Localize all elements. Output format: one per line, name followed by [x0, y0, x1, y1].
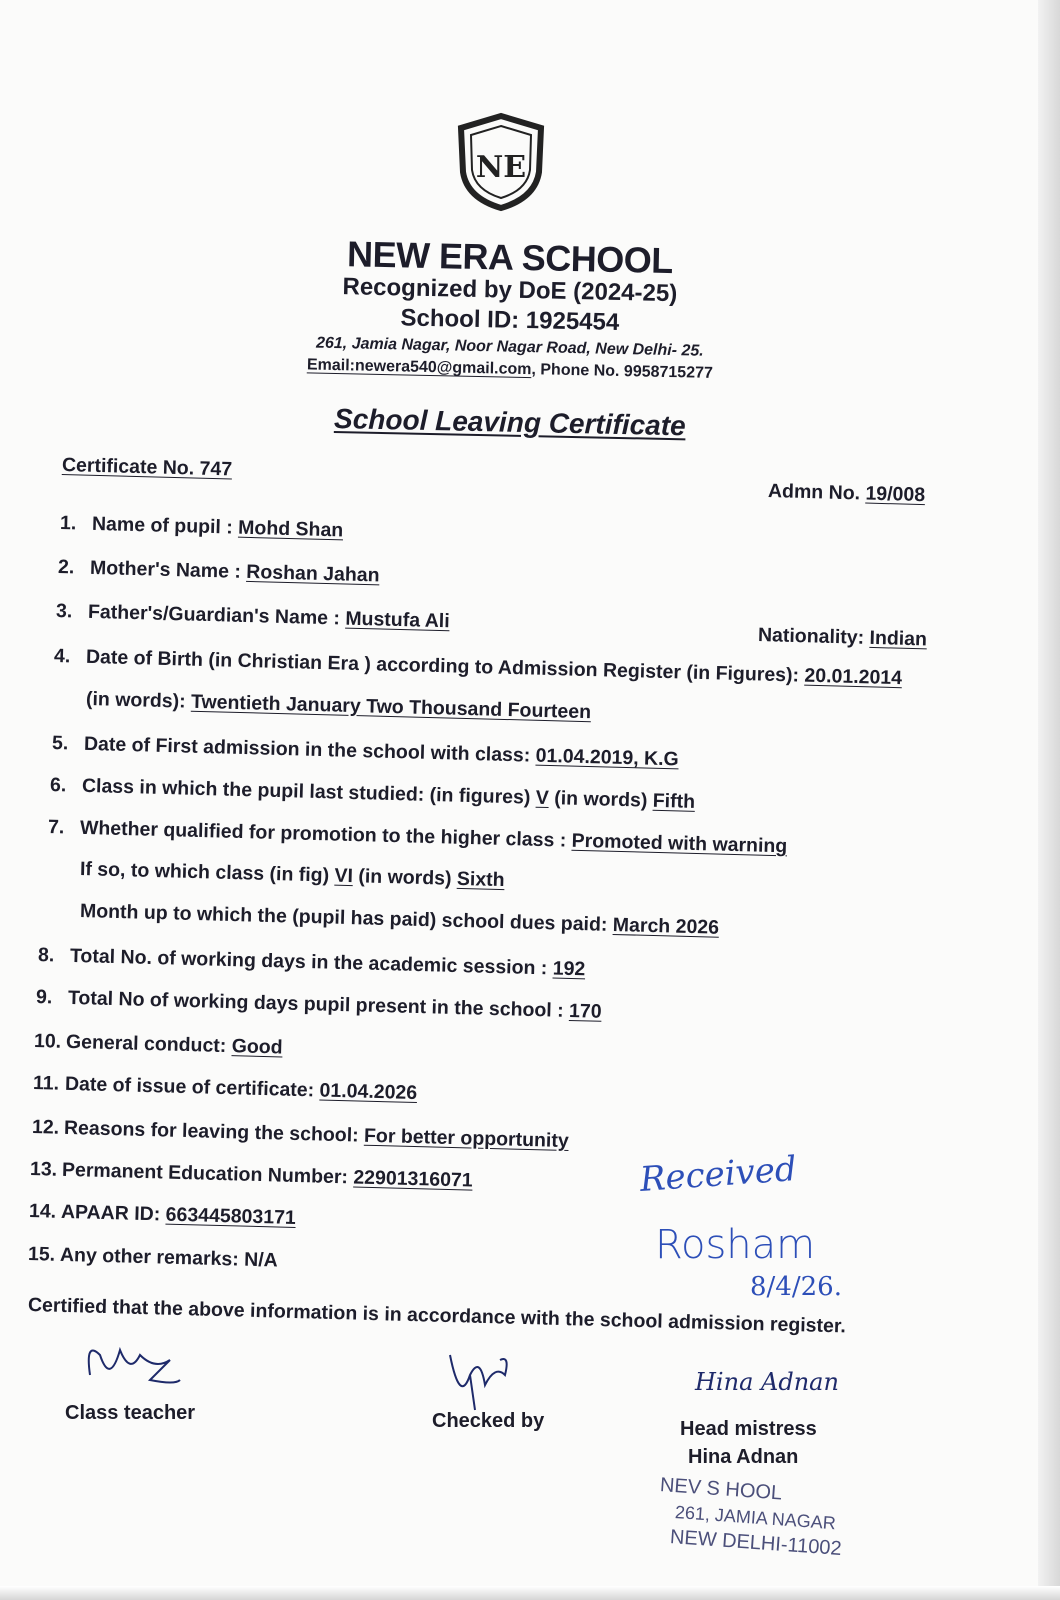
item-value: 170 — [568, 999, 602, 1023]
certificate-item — [50, 774, 696, 814]
item-value: Mohd Shan — [237, 516, 344, 542]
handwritten-name: Rosham — [655, 1222, 816, 1268]
item-label: Month up to which the (pupil has paid) school dues paid: — [79, 900, 614, 936]
certificate-number: Certificate No. 747 — [61, 454, 233, 481]
certificate-item — [36, 986, 602, 1024]
certificate-item — [56, 600, 450, 633]
item-value: 663445803171 — [165, 1203, 297, 1229]
school-stamp-line1: NEV S HOOL — [659, 1474, 783, 1505]
certificate-item — [58, 556, 380, 587]
item-label: Date of issue of certificate: — [64, 1072, 320, 1102]
certificate-item — [28, 1243, 278, 1273]
certificate-item — [30, 1158, 473, 1193]
item-value: Roshan Jahan — [246, 560, 380, 587]
certificate-item — [38, 944, 586, 981]
item-value: For better opportunity — [363, 1124, 570, 1153]
certificate-item — [60, 512, 344, 542]
handwritten-received: Received — [638, 1149, 798, 1200]
school-id: School ID: 1925454 — [400, 304, 620, 336]
svg-text:NE: NE — [475, 150, 527, 185]
item-label: Reasons for leaving the school: — [63, 1116, 365, 1147]
certificate-item — [29, 1200, 296, 1230]
item-number: 14. — [28, 1200, 57, 1223]
item-value: Good — [231, 1035, 283, 1059]
certificate-item — [34, 1030, 283, 1060]
certificate-item — [80, 858, 505, 892]
item-number: 10. — [33, 1030, 62, 1053]
item-label: Class in which the pupil last studied: (in figures) — [81, 774, 537, 809]
item-number: 6. — [49, 774, 67, 797]
item-value: Mustufa Ali — [345, 607, 450, 633]
item-number: 11. — [32, 1072, 60, 1095]
school-address: 261, Jamia Nagar, Noor Nagar Road, New Delhi- 25. — [315, 334, 704, 360]
page-bottom-edge — [0, 1586, 1060, 1600]
checked-by-label: Checked by — [432, 1410, 545, 1432]
class-teacher-signature — [80, 1335, 190, 1395]
nationality — [758, 624, 928, 651]
item-number: 5. — [51, 732, 69, 755]
item-label: General conduct: — [65, 1030, 233, 1058]
item-number: 4. — [53, 645, 71, 668]
item-number: 8. — [37, 944, 55, 967]
certificate-item — [48, 816, 788, 858]
admission-number — [768, 480, 926, 507]
item-label: Date of First admission in the school with class: — [83, 732, 536, 767]
item-label-2: (in words) — [548, 787, 654, 812]
item-number: 1. — [59, 512, 77, 535]
certification-statement: Certified that the above information is in accordance with the school admission register. — [27, 1294, 847, 1338]
head-mistress-label: Head mistress — [680, 1418, 817, 1440]
item-number: 15. — [27, 1243, 56, 1266]
item-value: 192 — [552, 957, 586, 981]
recognition: Recognized by DoE (2024-25) — [342, 273, 678, 308]
item-value: 20.01.2014 — [804, 664, 903, 690]
checked-by-signature — [440, 1345, 520, 1415]
certificate-item — [32, 1116, 569, 1153]
item-value: March 2026 — [612, 913, 720, 939]
item-label: If so, to which class (in fig) — [79, 858, 335, 887]
item-label: Name of pupil : — [91, 512, 239, 539]
item-value: 22901316071 — [353, 1166, 473, 1192]
certificate-title: School Leaving Certificate — [333, 403, 686, 442]
school-name: NEW ERA SCHOOL — [346, 233, 674, 282]
certificate-item — [54, 645, 903, 690]
item-label: Any other remarks: N/A — [59, 1243, 279, 1272]
certificate-item — [86, 688, 592, 724]
item-label: (in words): — [85, 688, 192, 713]
item-value: VI — [334, 864, 354, 888]
head-mistress-signature: Hina Adnan — [695, 1368, 839, 1396]
item-label: Date of Birth (in Christian Era ) according to Admission Register (in Figures): — [85, 645, 805, 687]
page-edge — [1038, 0, 1060, 1600]
item-number: 12. — [31, 1116, 60, 1139]
admn-value: 19/008 — [865, 482, 926, 507]
item-label: APAAR ID: — [60, 1200, 166, 1226]
admn-label: Admn No. — [767, 480, 866, 505]
item-number: 3. — [55, 600, 73, 623]
nationality-value: Indian — [869, 626, 928, 651]
certificate-item — [52, 732, 679, 771]
school-phone: , Phone No. 9958715277 — [531, 361, 714, 382]
handwritten-date: 8/4/26. — [750, 1272, 842, 1302]
item-label-2: (in words) — [352, 865, 458, 890]
item-number: 2. — [57, 556, 75, 579]
school-email: Email:newera540@gmail.com — [306, 356, 532, 379]
nationality-label: Nationality: — [757, 624, 870, 649]
item-value-2: Sixth — [456, 867, 505, 892]
item-value-2: Fifth — [652, 789, 696, 813]
item-label: Father's/Guardian's Name : — [87, 600, 346, 630]
item-value: V — [535, 786, 550, 810]
item-label: Permanent Education Number: — [61, 1158, 354, 1189]
item-value: Promoted with warning — [571, 829, 788, 858]
item-label: Total No. of working days in the academic session : — [69, 944, 554, 980]
school-stamp-line2: 261, JAMIA NAGAR — [674, 1502, 837, 1534]
head-mistress-name: Hina Adnan — [688, 1446, 799, 1468]
certificate-item — [33, 1072, 418, 1105]
item-label: Total No of working days pupil present in the school : — [67, 986, 570, 1022]
item-number: 9. — [35, 986, 53, 1009]
class-teacher-label: Class teacher — [65, 1402, 196, 1424]
item-label: Whether qualified for promotion to the higher class : — [79, 816, 572, 852]
item-label: Mother's Name : — [89, 556, 247, 583]
certificate-item — [80, 900, 720, 940]
school-stamp-line3: NEW DELHI-11002 — [669, 1526, 843, 1560]
school-logo — [455, 112, 547, 212]
item-number: 7. — [47, 816, 65, 839]
item-value: Twentieth January Two Thousand Fourteen — [190, 690, 592, 724]
item-number: 13. — [29, 1158, 58, 1181]
item-value: 01.04.2019, K.G — [535, 744, 680, 771]
item-value: 01.04.2026 — [319, 1079, 418, 1105]
